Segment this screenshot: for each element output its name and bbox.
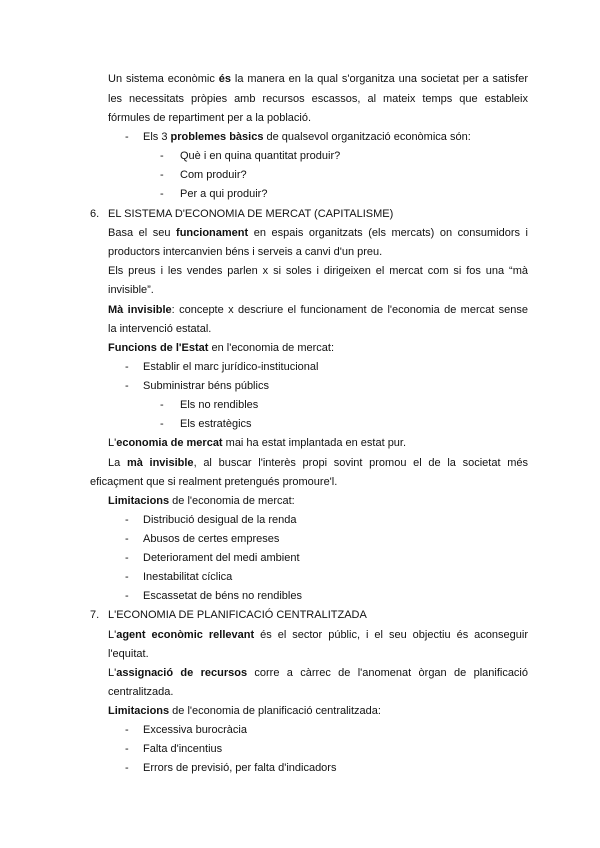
- dash-marker: -: [125, 380, 129, 392]
- question-item: Com produir?: [180, 169, 247, 181]
- dash-marker: -: [125, 361, 129, 373]
- planning-limitation-item: Excessiva burocràcia: [143, 724, 247, 736]
- problems-line: Els 3 problemes bàsics de qualsevol organització econòmica són:: [143, 131, 471, 143]
- s6-hand2-line-1: La mà invisible, al buscar l'interès propi sovint promou el de la societat més: [108, 457, 528, 469]
- market-limitation-item: Abusos de certes empreses: [143, 533, 280, 545]
- dash-marker: -: [125, 571, 129, 583]
- market-limitation-item: Inestabilitat cíclica: [143, 571, 233, 583]
- s6-limitations-heading: Limitacions de l'economia de mercat:: [108, 495, 295, 507]
- public-good-item: Els estratègics: [180, 418, 252, 430]
- s7-agent-line-2: l'equitat.: [108, 648, 149, 660]
- dash-marker: -: [160, 188, 164, 200]
- state-function-item: Establir el marc jurídico-institucional: [143, 361, 319, 373]
- s6-def-line-2: la intervenció estatal.: [108, 323, 212, 335]
- intro-line-3: fórmules de repartiment per a la població.: [108, 112, 311, 124]
- s6-func-line-2: productors intercanvien béns i serveis a canvi d'un preu.: [108, 246, 383, 258]
- s7-assign-line-1: L'assignació de recursos corre a càrrec de l'anomenat òrgan de planificació: [108, 667, 528, 679]
- dash-marker: -: [125, 743, 129, 755]
- section-7-number: 7.: [90, 609, 100, 621]
- question-item: Per a qui produir?: [180, 188, 268, 200]
- public-good-item: Els no rendibles: [180, 399, 259, 411]
- dash-marker: -: [160, 169, 164, 181]
- dash-marker: -: [160, 418, 164, 430]
- state-function-item: Subministrar béns públics: [143, 380, 269, 392]
- section-7-title: L'ECONOMIA DE PLANIFICACIÓ CENTRALITZADA: [108, 609, 367, 621]
- s6-hand2-line-2: eficaçment que si realment pretengués promoure'l.: [90, 476, 338, 488]
- s7-limitations-heading: Limitacions de l'economia de planificació centralitzada:: [108, 705, 381, 717]
- dash-marker: -: [160, 399, 164, 411]
- dash-marker: -: [160, 150, 164, 162]
- dash-marker: -: [125, 762, 129, 774]
- s6-def-line-1: Mà invisible: concepte x descriure el funcionament de l'economia de mercat sense: [108, 304, 528, 316]
- s6-hand-line-2: invisible”.: [108, 284, 154, 296]
- market-limitation-item: Deteriorament del medi ambient: [143, 552, 300, 564]
- dash-marker: -: [125, 552, 129, 564]
- dash-marker: -: [125, 131, 129, 143]
- market-limitation-item: Distribució desigual de la renda: [143, 514, 297, 526]
- s7-agent-line-1: L'agent econòmic rellevant és el sector públic, i el seu objectiu és aconseguir: [108, 629, 528, 641]
- dash-marker: -: [125, 514, 129, 526]
- question-item: Què i en quina quantitat produir?: [180, 150, 341, 162]
- intro-line-1: Un sistema econòmic és la manera en la qual s'organitza una societat per a satisfer: [108, 73, 529, 85]
- dash-marker: -: [125, 533, 129, 545]
- dash-marker: -: [125, 590, 129, 602]
- planning-limitation-item: Errors de previsió, per falta d'indicadors: [143, 762, 337, 774]
- s6-hand-line-1: Els preus i les vendes parlen x si soles i dirigeixen el mercat com si fos una “mà: [108, 265, 528, 277]
- section-6-number: 6.: [90, 208, 100, 220]
- s6-state-heading: Funcions de l'Estat en l'economia de mercat:: [108, 342, 335, 354]
- dash-marker: -: [125, 724, 129, 736]
- market-limitation-item: Escassetat de béns no rendibles: [143, 590, 302, 602]
- planning-limitation-item: Falta d'incentius: [143, 743, 223, 755]
- section-6-title: EL SISTEMA D'ECONOMIA DE MERCAT (CAPITALISME): [108, 208, 394, 220]
- s6-pure-line: L'economia de mercat mai ha estat implantada en estat pur.: [108, 437, 407, 449]
- intro-line-2: les necessitats pròpies amb recursos escassos, al mateix temps que estableix: [108, 93, 528, 105]
- s7-assign-line-2: centralitzada.: [108, 686, 174, 698]
- s6-func-line-1: Basa el seu funcionament en espais organitzats (els mercats) on consumidors i: [108, 227, 528, 239]
